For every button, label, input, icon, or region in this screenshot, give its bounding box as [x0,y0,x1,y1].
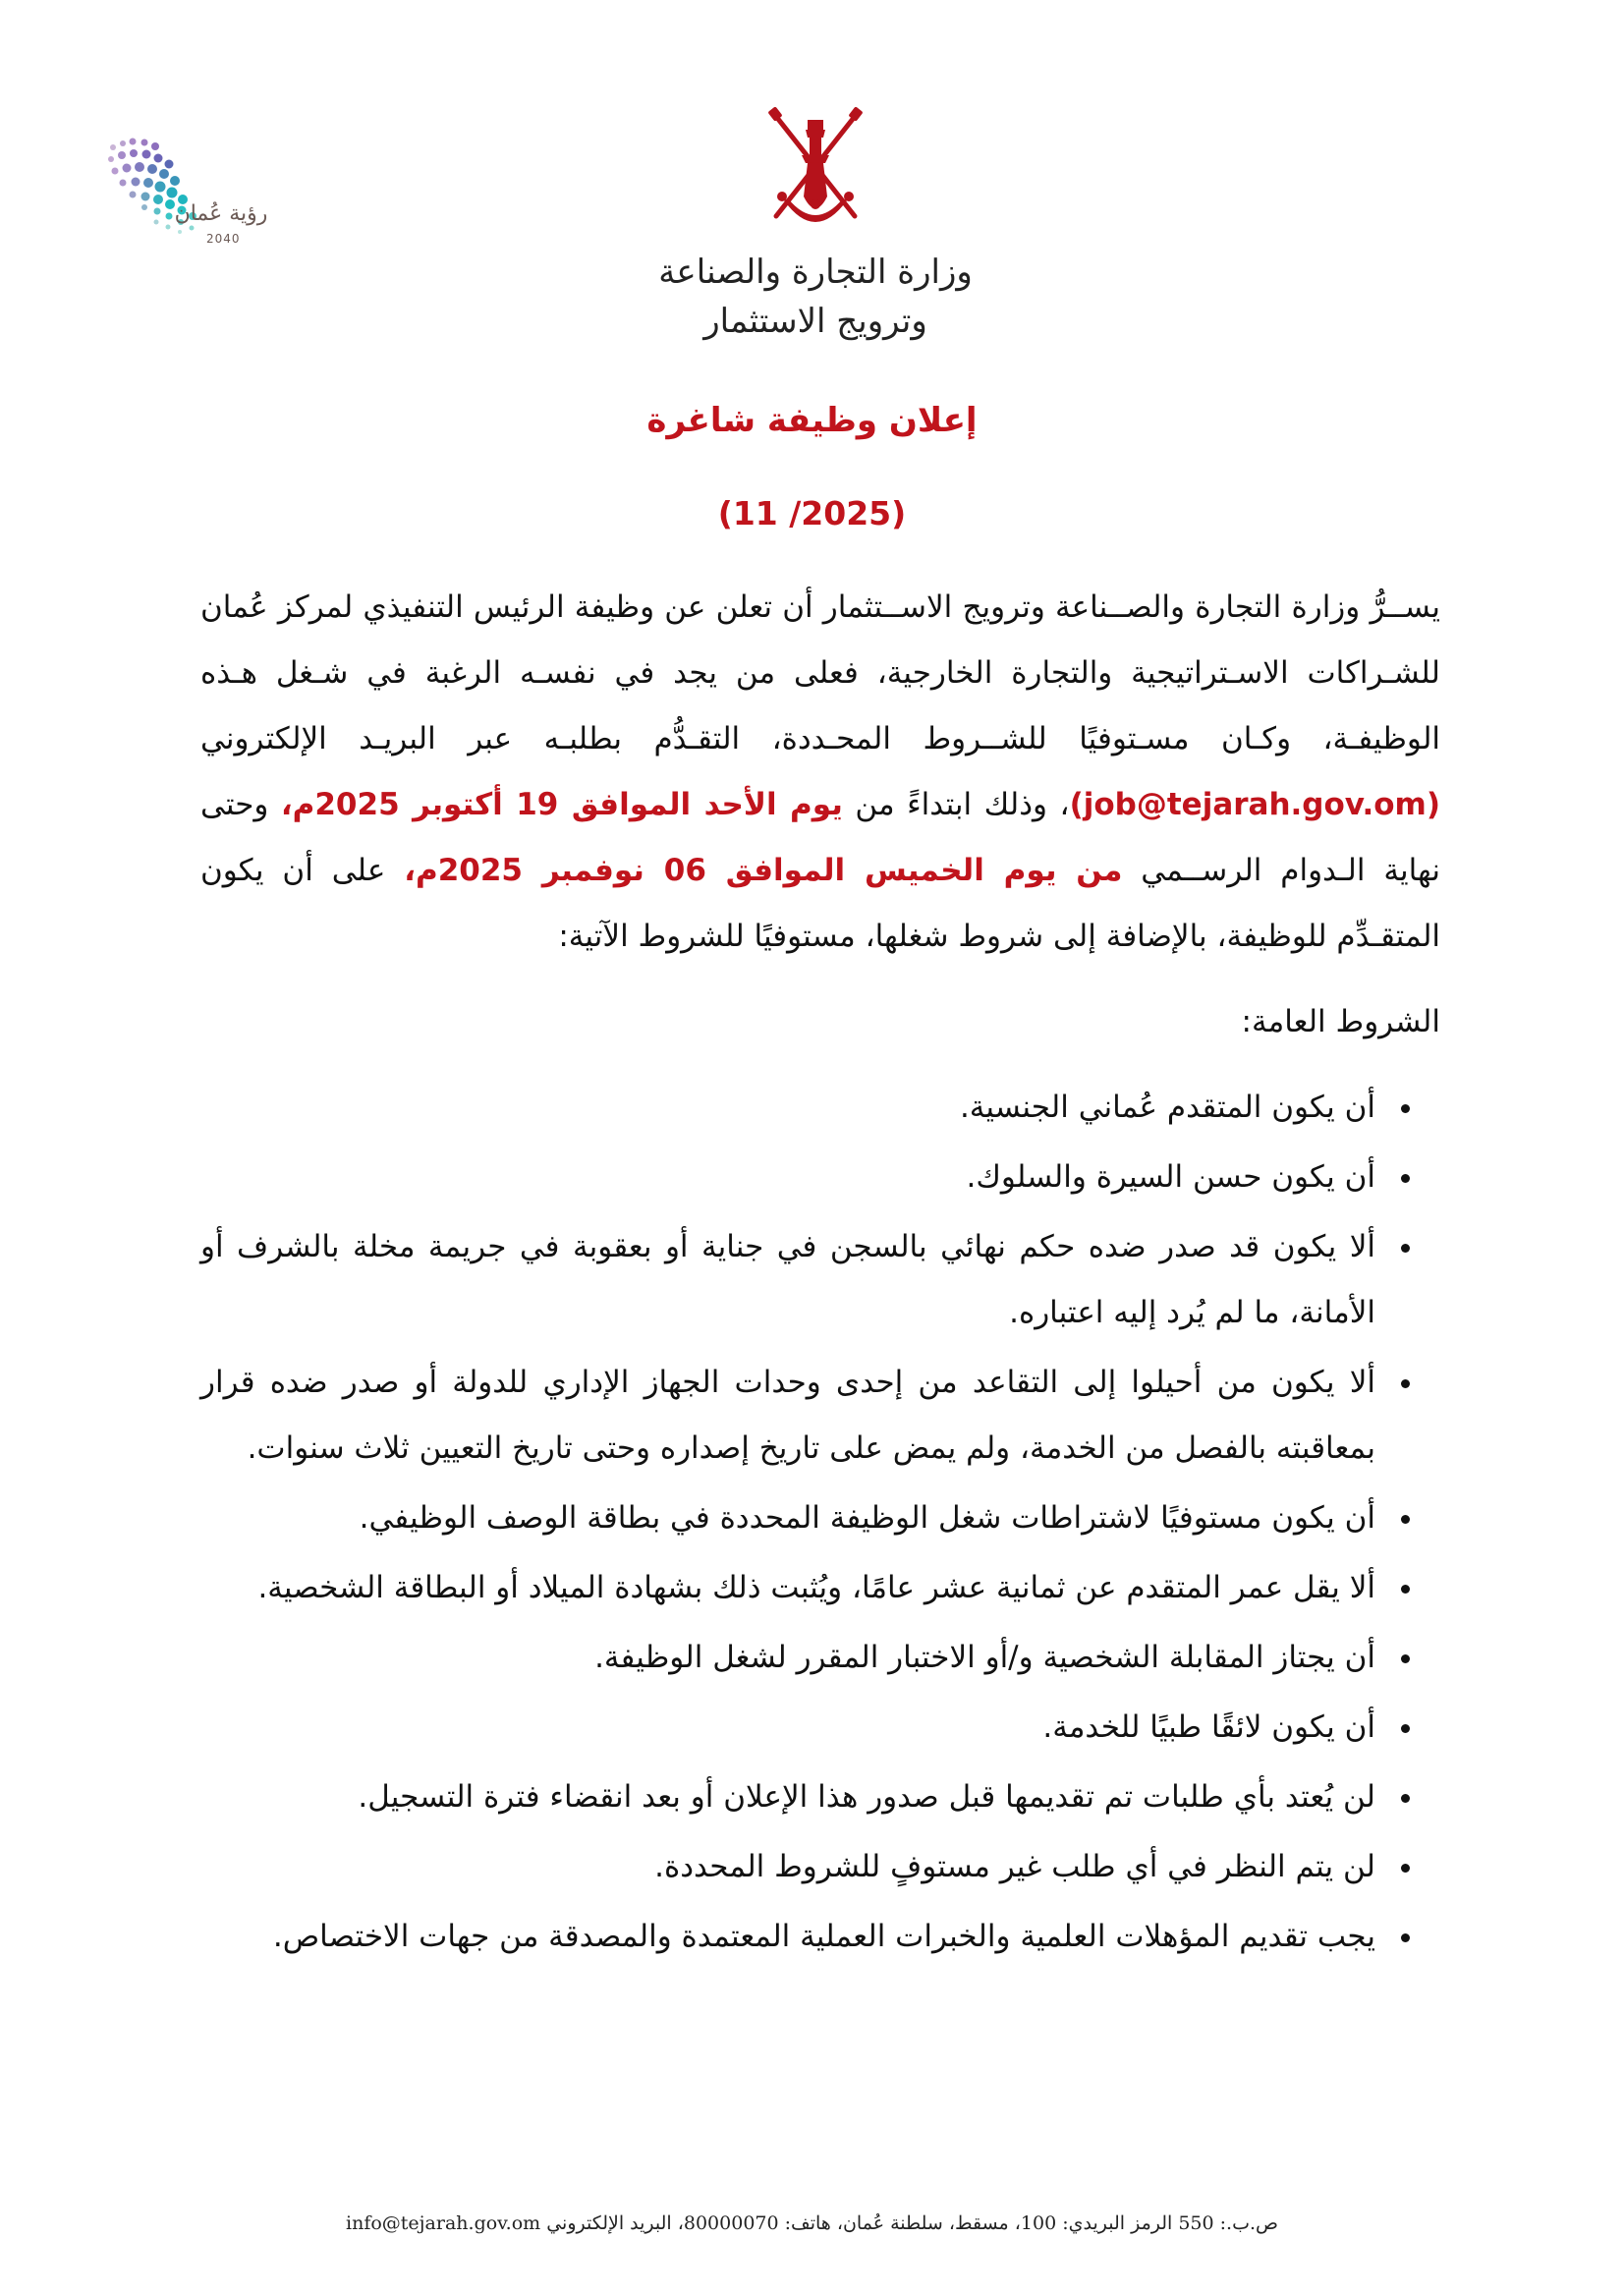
general-conditions-heading: الشروط العامة: [1241,1004,1440,1039]
condition-item: • ألا يقل عمر المتقدم عن ثمانية عشر عامًا، ويُثبت ذلك بشهادة الميلاد أو البطاقة الشخصية. [200,1555,1385,1621]
condition-item: • أن يجتاز المقابلة الشخصية و/أو الاختبار المقرر لشغل الوظيفة. [200,1625,1385,1691]
condition-item: • لن يُعتد بأي طلبات تم تقديمها قبل صدور هذا الإعلان أو بعد انقضاء فترة التسجيل. [200,1764,1385,1830]
condition-item: • لن يتم النظر في أي طلب غير مستوفٍ للشروط المحددة. [200,1834,1385,1900]
intro-paragraph [200,575,1440,970]
announcement-title: إعلان وظيفة شاغرة [646,401,978,440]
intro-text-3: وحتى نهاية الـدوام الرســمي [200,787,1440,888]
vision-logo-year: 2040 [206,232,241,246]
oman-emblem-icon [756,106,874,244]
footer-contact: ص.ب.: 550 الرمز البريدي: 100، مسقط، سلطنة عُمان، هاتف: 80000070، البريد الإلكتروني info@tejarah.gov.om [346,2212,1278,2234]
announcement-body [200,575,1440,1974]
condition-item: • يجب تقديم المؤهلات العلمية والخبرات العملية المعتمدة والمصدقة من جهات الاختصاص. [200,1904,1385,1970]
announcement-number: (11 /2025) [717,494,907,532]
vision-logo-label: رؤية عُمان [174,201,268,226]
condition-item: • ألا يكون قد صدر ضده حكم نهائي بالسجن في جناية أو بعقوبة في جريمة مخلة بالشرف أو الأمانة، ما لم يُرد إليه اعتباره. [200,1214,1385,1346]
condition-item: • ألا يكون من أحيلوا إلى التقاعد من إحدى وحدات الجهاز الإداري للدولة أو صدر ضده قرار بمعاقبته بالفصل من الخدمة، ولم يمض على تاريخ إصداره وحتى تاريخ التعيين ثلاث سنوات. [200,1350,1385,1482]
ministry-name-line2: وترويج الاستثمار [703,302,927,341]
intro-text-4: على أن يكون المتقـدِّم للوظيفة، بالإضافة إلى شروط شغلها، مستوفيًا للشروط الآتية: [200,853,1440,954]
condition-item: • أن يكون حسن السيرة والسلوك. [200,1145,1385,1210]
condition-item: • أن يكون مستوفيًا لاشتراطات شغل الوظيفة المحددة في بطاقة الوصف الوظيفي. [200,1485,1385,1551]
intro-text-1: يســرُّ وزارة التجارة والصــناعة وترويج الاســتثمار أن تعلن عن وظيفة الرئيس التنفيذي لمركز عُمان للشـراكات الاسـتراتيجية والتجارة الخارجية، فعلى من يجد في نفسـه الرغبة في شـغل هـذه الوظيفـة، وكـان مسـتوفيًا للشــروط المحـددة، التقـدُّم بطلبـه عبر البريـد الإلكتروني [200,589,1440,756]
intro-text-2: ، وذلك ابتداءً من [842,787,1070,822]
start-date: يوم الأحد الموافق 19 أكتوبر 2025م، [280,787,843,822]
condition-item: • أن يكون المتقدم عُماني الجنسية. [200,1075,1385,1141]
general-conditions-list [200,1075,1440,1970]
application-email[interactable]: (job@tejarah.gov.om) [1069,787,1441,822]
end-date: من يوم الخميس الموافق 06 نوفمبر 2025م، [404,853,1123,888]
oman-vision-2040-logo [93,126,280,273]
ministry-name-line1: وزارة التجارة والصناعة [658,252,973,292]
ministry-name [639,248,992,346]
condition-item: • أن يكون لائقًا طبيًا للخدمة. [200,1695,1385,1761]
